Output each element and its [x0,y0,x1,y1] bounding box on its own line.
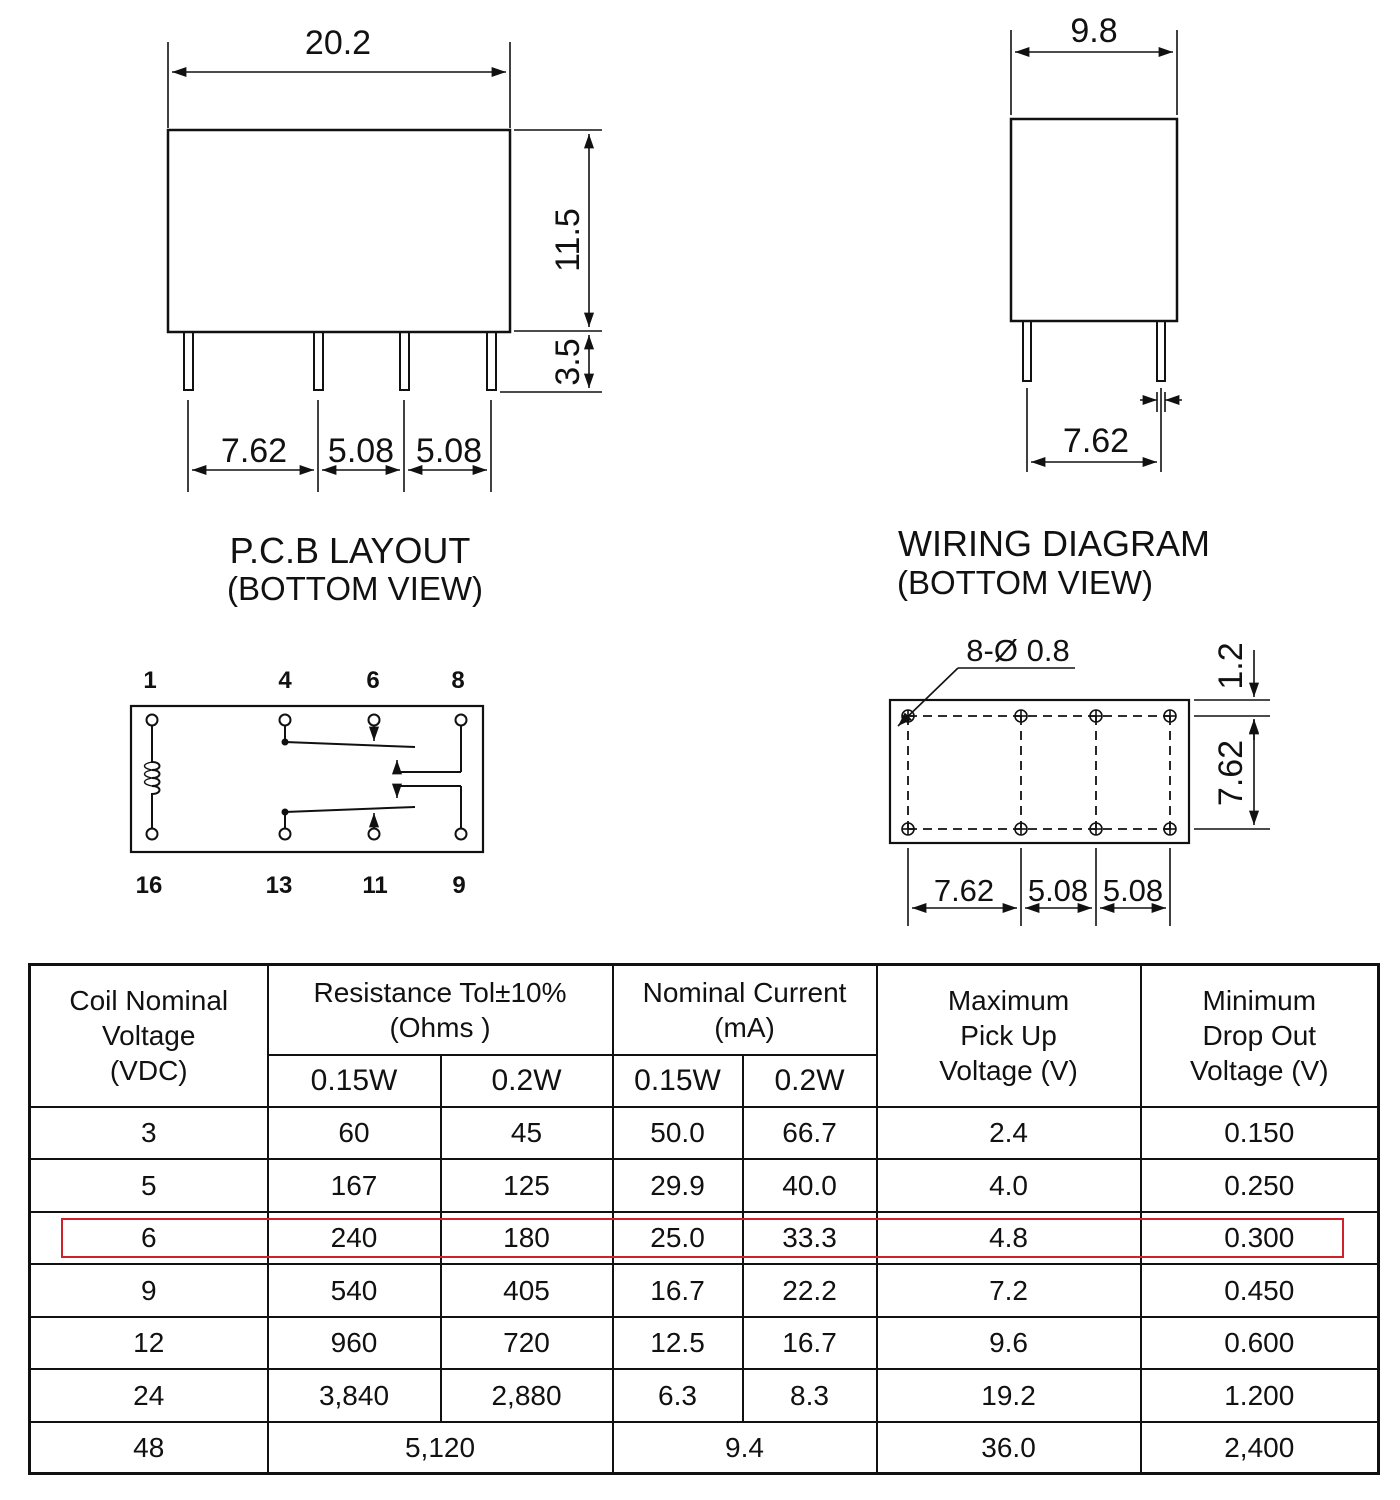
hole-spec-label: 8-Ø 0.8 [966,633,1070,668]
table-cell: 6 [30,1212,268,1265]
table-cell: 960 [268,1317,441,1370]
pin-label-1: 1 [143,667,157,694]
pitch-dimension-3: 5.08 [415,432,483,470]
subheader-cell: 0.15W [268,1055,441,1107]
table-cell: 9.4 [613,1422,877,1474]
table-cell: 33.3 [743,1212,877,1265]
pin-label-16: 16 [135,872,163,899]
header-current [613,965,877,1055]
header-text: Coil Nominal [69,985,229,1017]
table-cell: 2,880 [441,1369,613,1422]
table-cell: 12 [30,1317,268,1370]
table-row [30,1264,1379,1317]
edge-dimension: 1.2 [1212,642,1250,690]
table-row-last [30,1422,1379,1474]
table-cell: 540 [268,1264,441,1317]
table-cell: 240 [268,1212,441,1265]
wiring-schematic [131,706,483,852]
pin-label-9: 9 [452,872,466,899]
header-text: (mA) [714,1011,775,1043]
table-cell: 45 [441,1107,613,1160]
header-text: Resistance Tol±10% [313,976,567,1008]
hole-col-dimension-1: 7.62 [933,873,995,908]
table-cell: 2.4 [877,1107,1141,1160]
table-cell: 5,120 [268,1422,613,1474]
table-row [30,1212,1379,1265]
table-cell: 0.600 [1141,1317,1379,1370]
pcb-layout-caption: P.C.B LAYOUT [229,530,471,571]
table-header-row [30,965,1379,1055]
table-cell: 48 [30,1422,268,1474]
table-cell: 125 [441,1159,613,1212]
side-pitch-dimension: 7.62 [1062,422,1130,460]
table-cell: 5 [30,1159,268,1212]
header-dropout-voltage [1141,965,1379,1107]
relay-side-view [1011,30,1182,472]
row-pitch-dimension: 7.62 [1212,739,1250,807]
table-row [30,1369,1379,1422]
header-text: Voltage (V) [1190,1055,1329,1087]
table-row [30,1107,1379,1160]
header-pickup-voltage [877,965,1141,1107]
header-text: (VDC) [109,1055,188,1087]
hole-col-dimension-2: 5.08 [1027,873,1089,908]
table-cell: 2,400 [1141,1422,1379,1474]
hole-col-dimension-3: 5.08 [1102,873,1164,908]
subheader-cell: 0.2W [743,1055,877,1107]
wiring-diagram-caption: WIRING DIAGRAM [898,523,1210,564]
relay-pins [184,332,496,390]
subheader-cell: 0.2W [441,1055,613,1107]
table-cell: 66.7 [743,1107,877,1160]
coil-spec-table [28,963,1380,1475]
table-cell: 167 [268,1159,441,1212]
pitch-dimension-1: 7.62 [220,432,288,470]
table-cell: 0.300 [1141,1212,1379,1265]
header-text: Drop Out [1202,1020,1317,1052]
table-cell: 3 [30,1107,268,1160]
table-cell: 0.450 [1141,1264,1379,1317]
header-text: Voltage [102,1020,196,1052]
table-cell: 24 [30,1369,268,1422]
side-width-dimension: 9.8 [1070,12,1118,50]
header-text: Nominal Current [642,976,847,1008]
header-text: Pick Up [960,1020,1057,1052]
table-cell: 22.2 [743,1264,877,1317]
header-text: (Ohms ) [389,1011,491,1043]
table-cell: 4.0 [877,1159,1141,1212]
table-cell: 9.6 [877,1317,1141,1370]
header-text: Minimum [1202,985,1317,1017]
table-cell: 36.0 [877,1422,1141,1474]
table-row [30,1317,1379,1370]
header-text: Maximum [947,985,1070,1017]
table-cell: 16.7 [613,1264,743,1317]
table-cell: 50.0 [613,1107,743,1160]
table-row [30,1159,1379,1212]
header-coil-voltage [30,965,268,1107]
table-cell: 6.3 [613,1369,743,1422]
table-cell: 1.200 [1141,1369,1379,1422]
pin-label-11: 11 [362,872,388,899]
table-cell: 405 [441,1264,613,1317]
pin-label-4: 4 [278,667,292,694]
table-cell: 180 [441,1212,613,1265]
pin-label-13: 13 [265,872,293,899]
table-cell: 25.0 [613,1212,743,1265]
subheader-cell: 0.15W [613,1055,743,1107]
pitch-dimension-2: 5.08 [327,432,395,470]
relay-body [168,130,510,332]
wiring-diagram-subcaption: (BOTTOM VIEW) [896,564,1154,601]
pin-label-6: 6 [366,667,380,694]
table-cell: 12.5 [613,1317,743,1370]
table-cell: 720 [441,1317,613,1370]
table-cell: 40.0 [743,1159,877,1212]
width-dimension: 20.2 [304,24,372,62]
table-cell: 19.2 [877,1369,1141,1422]
table-cell: 7.2 [877,1264,1141,1317]
table-body [30,1107,1379,1422]
pcb-layout-subcaption: (BOTTOM VIEW) [226,570,484,607]
header-text: Voltage (V) [939,1055,1078,1087]
table-cell: 16.7 [743,1317,877,1370]
relay-front-view [168,42,602,492]
header-resistance [268,965,613,1055]
table-cell: 29.9 [613,1159,743,1212]
table-cell: 8.3 [743,1369,877,1422]
table-cell: 0.250 [1141,1159,1379,1212]
table-cell: 3,840 [268,1369,441,1422]
table-cell: 9 [30,1264,268,1317]
table-cell: 4.8 [877,1212,1141,1265]
pin-label-8: 8 [451,667,465,694]
table-cell: 0.150 [1141,1107,1379,1160]
table-cell: 60 [268,1107,441,1160]
pin-length-dimension: 3.5 [549,338,587,386]
height-dimension: 11.5 [549,208,587,272]
relay-side-body [1011,119,1177,321]
